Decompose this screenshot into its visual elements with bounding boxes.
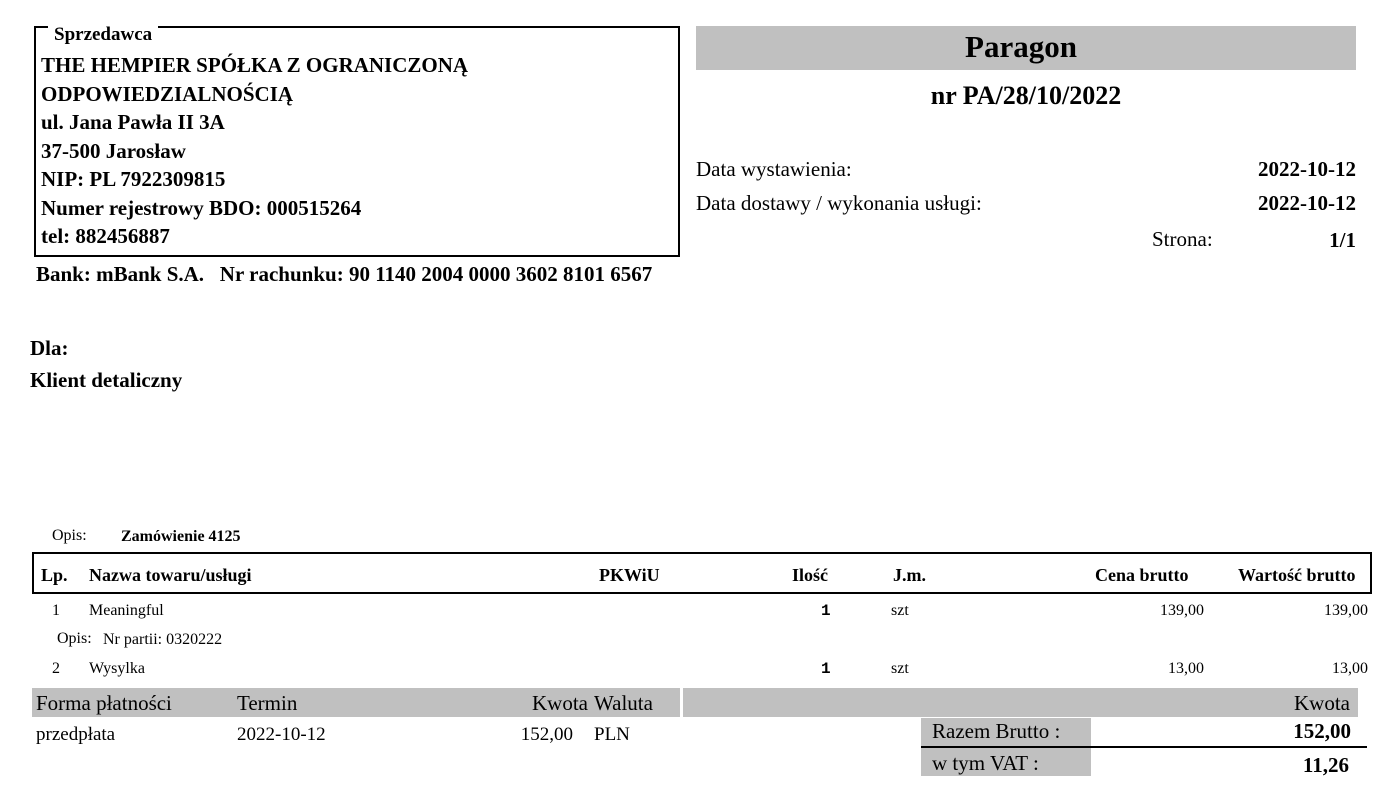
seller-bdo: Numer rejestrowy BDO: 000515264	[41, 196, 362, 220]
row2-lp: 2	[52, 660, 60, 677]
seller-bank-account: Bank: mBank S.A. Nr rachunku: 90 1140 2004 0000 3602 8101 6567	[36, 262, 653, 286]
seller-city: 37-500 Jarosław	[41, 139, 186, 163]
col-header-name: Nazwa towaru/usługi	[89, 565, 252, 585]
seller-tel: tel: 882456887	[41, 224, 170, 248]
issue-date-value: 2022-10-12	[1258, 157, 1356, 181]
row1-price: 139,00	[1160, 602, 1204, 619]
buyer-name: Klient detaliczny	[30, 368, 183, 392]
col-header-price: Cena brutto	[1095, 565, 1189, 585]
seller-legend: Sprzedawca	[48, 23, 158, 47]
row1-unit: szt	[891, 602, 909, 619]
issue-date-label: Data wystawienia:	[696, 157, 852, 181]
doc-title: Paragon	[965, 29, 1077, 64]
row1-value: 139,00	[1324, 602, 1368, 619]
doc-number: nr PA/28/10/2022	[930, 81, 1122, 110]
payment-term-value: 2022-10-12	[237, 724, 326, 745]
col-header-value: Wartość brutto	[1238, 565, 1356, 585]
row2-unit: szt	[891, 660, 909, 677]
row1-note-value: Nr partii: 0320222	[103, 631, 223, 648]
description-label: Opis:	[52, 527, 87, 544]
payment-form-header: Forma płatności	[36, 691, 172, 715]
row1-lp: 1	[52, 602, 60, 619]
payment-term-header: Termin	[237, 691, 298, 715]
seller-name-line2: ODPOWIEDZIALNOŚCIĄ	[41, 82, 294, 106]
seller-name-line1: THE HEMPIER SPÓŁKA Z OGRANICZONĄ	[41, 53, 469, 77]
payment-amount-header: Kwota	[532, 691, 588, 715]
col-header-lp: Lp.	[41, 565, 68, 585]
row1-name: Meaningful	[89, 602, 164, 619]
vat-value: 11,26	[1302, 753, 1349, 777]
row2-qty: 1	[821, 660, 831, 678]
row2-name: Wysylka	[89, 660, 145, 677]
payment-currency-header: Waluta	[594, 691, 653, 715]
row1-qty: 1	[821, 602, 831, 620]
delivery-date-value: 2022-10-12	[1258, 191, 1356, 215]
seller-nip: NIP: PL 7922309815	[41, 167, 226, 191]
vat-label: w tym VAT :	[932, 751, 1039, 775]
totals-amount-header: Kwota	[1294, 691, 1350, 715]
buyer-label: Dla:	[30, 336, 69, 360]
row2-value: 13,00	[1332, 660, 1368, 677]
payment-currency-value: PLN	[594, 724, 630, 745]
row2-price: 13,00	[1168, 660, 1204, 677]
page-value: 1/1	[1329, 228, 1356, 252]
col-header-unit: J.m.	[893, 565, 926, 585]
payment-form-value: przedpłata	[36, 724, 116, 745]
description-value: Zamówienie 4125	[121, 528, 241, 545]
delivery-date-label: Data dostawy / wykonania usługi:	[696, 191, 982, 215]
col-header-qty: Ilość	[792, 565, 828, 585]
row1-note-label: Opis:	[57, 630, 92, 647]
payment-amount-value: 152,00	[520, 724, 573, 745]
seller-street: ul. Jana Pawła II 3A	[41, 110, 225, 134]
gross-total-label: Razem Brutto :	[932, 719, 1061, 743]
col-header-pkwiu: PKWiU	[599, 565, 660, 585]
gross-total-value: 152,00	[1293, 719, 1351, 743]
page-label: Strona:	[1152, 227, 1213, 251]
